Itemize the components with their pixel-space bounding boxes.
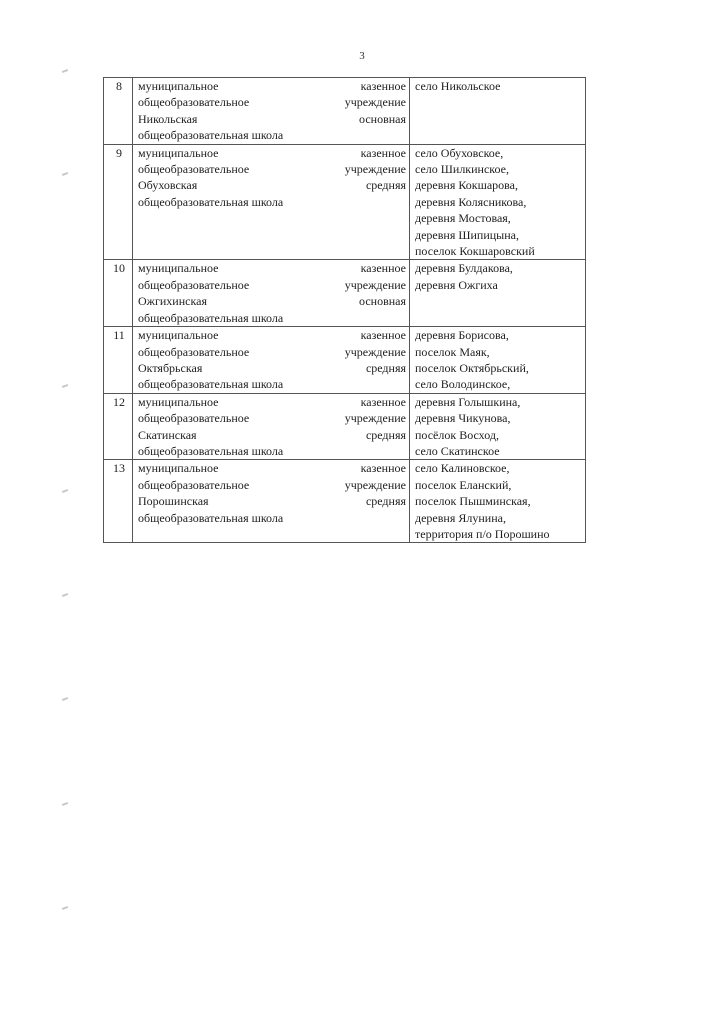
table-row — [104, 393, 586, 460]
row-number: 11 — [104, 327, 133, 394]
row-number: 12 — [104, 393, 133, 460]
table-row — [104, 260, 586, 327]
scan-mark — [62, 697, 68, 701]
table-row — [104, 144, 586, 260]
schools-table — [103, 77, 586, 543]
scan-mark — [62, 906, 68, 910]
school-name: муниципальное казенное общеобразовательное учреждение Ожгихинская основная общеобразовательная школа — [133, 260, 410, 327]
school-name: муниципальное казенное общеобразовательное учреждение Октябрьская средняя общеобразовательная школа — [133, 327, 410, 394]
territory-list: село Калиновское, поселок Еланский, поселок Пышминская, деревня Ялунина, территория п/о Порошино — [410, 460, 586, 543]
school-name: муниципальное казенное общеобразовательное учреждение Никольская основная общеобразовательная школа — [133, 78, 410, 145]
row-number: 8 — [104, 78, 133, 145]
scan-mark — [62, 384, 68, 388]
scan-mark — [62, 489, 68, 493]
page-number: 3 — [359, 50, 365, 62]
scan-mark — [62, 593, 68, 597]
row-number: 10 — [104, 260, 133, 327]
territory-list: деревня Голышкина, деревня Чикунова, посёлок Восход, село Скатинское — [410, 393, 586, 460]
school-name: муниципальное казенное общеобразовательное учреждение Скатинская средняя общеобразовательная школа — [133, 393, 410, 460]
table-row — [104, 78, 586, 145]
territory-list: село Никольское — [410, 78, 586, 145]
territory-list: деревня Борисова, поселок Маяк, поселок Октябрьский, село Володинское, — [410, 327, 586, 394]
school-name: муниципальное казенное общеобразовательное учреждение Обуховская средняя общеобразовательная школа — [133, 144, 410, 260]
row-number: 13 — [104, 460, 133, 543]
scan-mark — [62, 172, 68, 176]
scan-mark — [62, 802, 68, 806]
territory-list: деревня Булдакова, деревня Ожгиха — [410, 260, 586, 327]
scan-mark — [62, 69, 68, 73]
table-row — [104, 460, 586, 543]
table-row — [104, 327, 586, 394]
territory-list: село Обуховское, село Шилкинское, деревня Кокшарова, деревня Колясникова, деревня Мостовая, деревня Шипицына, поселок Кокшаровский — [410, 144, 586, 260]
row-number: 9 — [104, 144, 133, 260]
school-name: муниципальное казенное общеобразовательное учреждение Порошинская средняя общеобразовательная школа — [133, 460, 410, 543]
